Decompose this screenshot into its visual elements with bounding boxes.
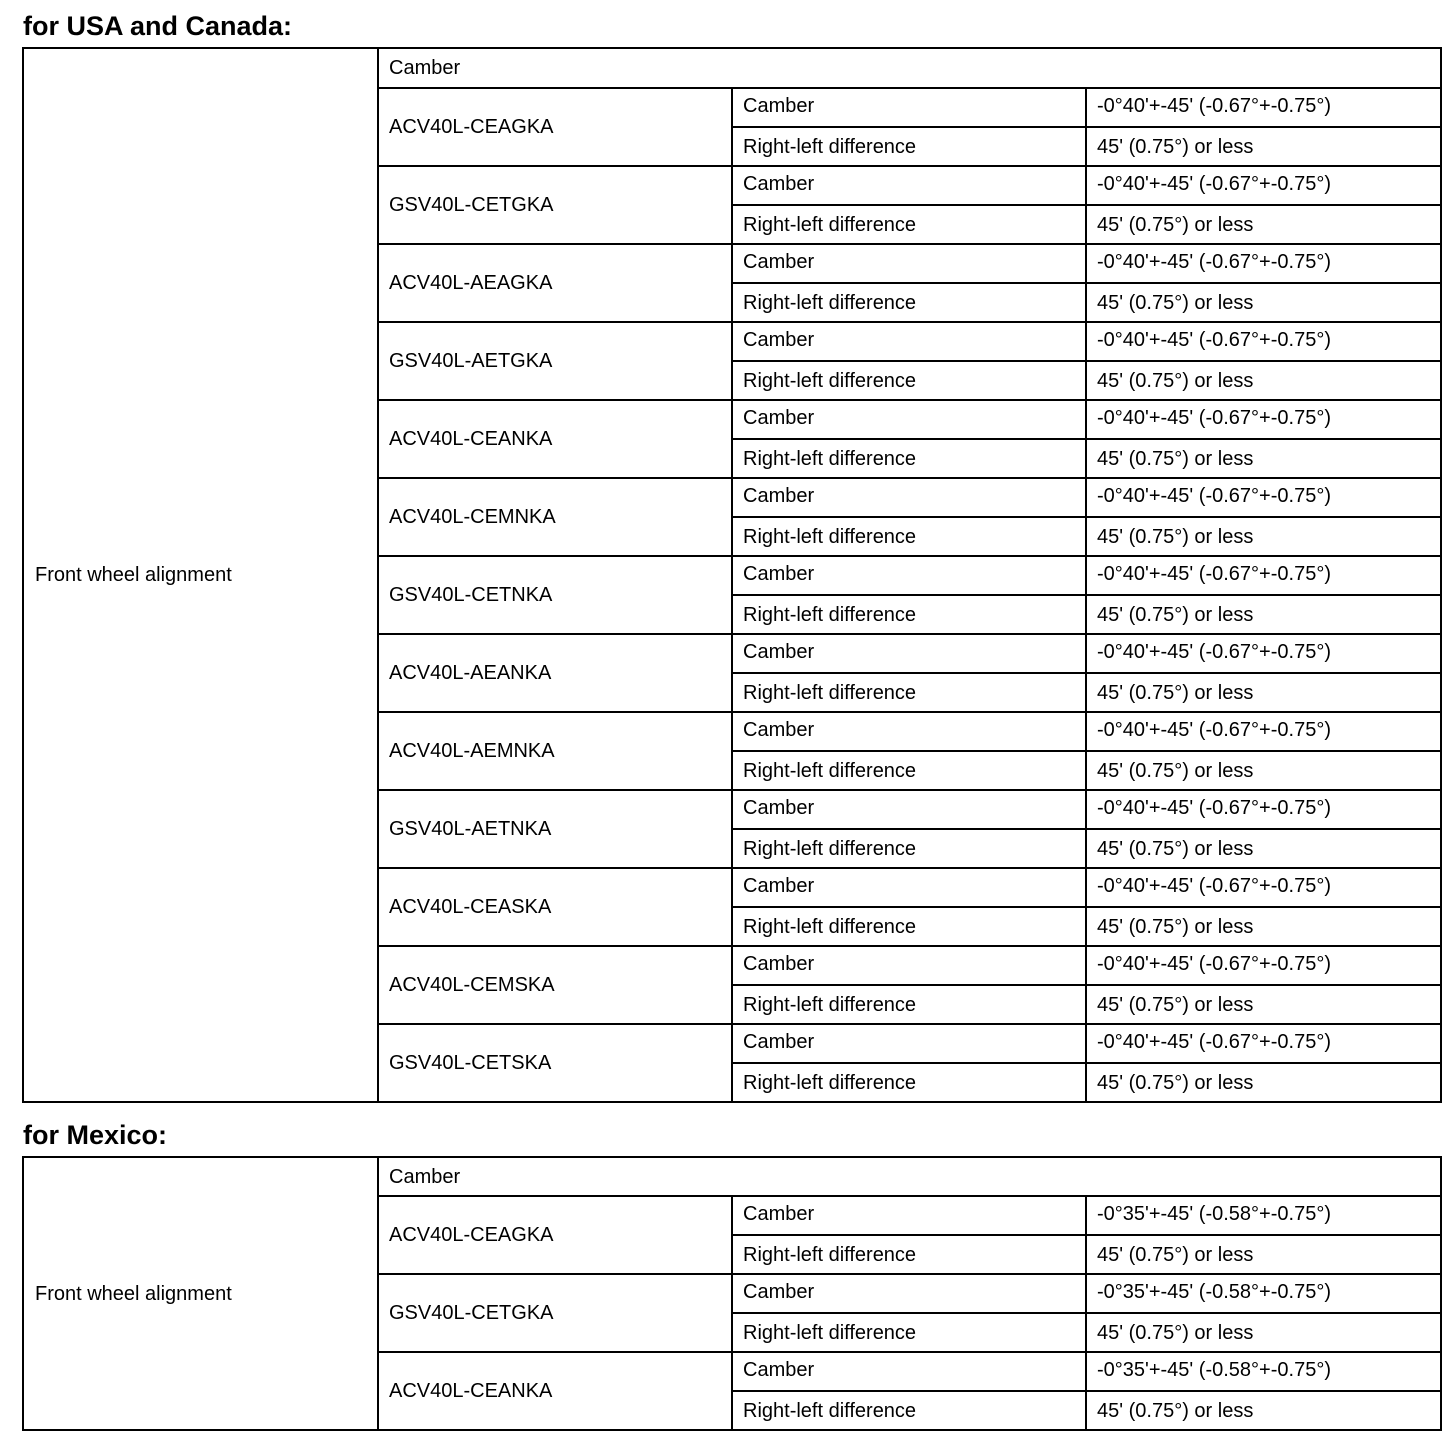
spec-label-cell: Camber: [732, 322, 1086, 361]
spec-label-cell: Right-left difference: [732, 517, 1086, 556]
model-code-cell: ACV40L-CEASKA: [378, 868, 732, 946]
item-name-cell: Front wheel alignment: [23, 1157, 378, 1430]
spec-label-cell: Camber: [732, 1024, 1086, 1063]
spec-value-cell: 45' (0.75°) or less: [1086, 985, 1441, 1024]
spec-label-cell: Right-left difference: [732, 751, 1086, 790]
spec-label-cell: Camber: [732, 712, 1086, 751]
column-header-cell: Camber: [378, 48, 1441, 88]
spec-label-cell: Camber: [732, 1196, 1086, 1235]
spec-label-cell: Camber: [732, 1352, 1086, 1391]
model-code-cell: ACV40L-AEAGKA: [378, 244, 732, 322]
spec-label-cell: Camber: [732, 166, 1086, 205]
spec-value-cell: -0°40'+-45' (-0.67°+-0.75°): [1086, 478, 1441, 517]
spec-label-cell: Right-left difference: [732, 985, 1086, 1024]
spec-value-cell: -0°40'+-45' (-0.67°+-0.75°): [1086, 634, 1441, 673]
spec-value-cell: -0°40'+-45' (-0.67°+-0.75°): [1086, 790, 1441, 829]
spec-label-cell: Camber: [732, 244, 1086, 283]
spec-label-cell: Camber: [732, 556, 1086, 595]
spec-label-cell: Camber: [732, 478, 1086, 517]
table-row: [23, 1157, 1441, 1196]
spec-label-cell: Right-left difference: [732, 1391, 1086, 1430]
spec-value-cell: -0°40'+-45' (-0.67°+-0.75°): [1086, 1024, 1441, 1063]
model-code-cell: GSV40L-CETNKA: [378, 556, 732, 634]
section-title-mexico: for Mexico:: [23, 1120, 168, 1150]
spec-value-cell: -0°40'+-45' (-0.67°+-0.75°): [1086, 868, 1441, 907]
spec-value-cell: 45' (0.75°) or less: [1086, 1235, 1441, 1274]
spec-value-cell: -0°40'+-45' (-0.67°+-0.75°): [1086, 322, 1441, 361]
spec-value-cell: -0°40'+-45' (-0.67°+-0.75°): [1086, 166, 1441, 205]
spec-table-mexico: [22, 1156, 1442, 1431]
table-row: [23, 48, 1441, 88]
model-code-cell: ACV40L-AEANKA: [378, 634, 732, 712]
section-title-usa: for USA and Canada:: [23, 11, 293, 41]
spec-value-cell: -0°40'+-45' (-0.67°+-0.75°): [1086, 946, 1441, 985]
model-code-cell: GSV40L-CETGKA: [378, 1274, 732, 1352]
spec-label-cell: Right-left difference: [732, 127, 1086, 166]
spec-value-cell: -0°40'+-45' (-0.67°+-0.75°): [1086, 556, 1441, 595]
model-code-cell: ACV40L-CEAGKA: [378, 1196, 732, 1274]
spec-label-cell: Camber: [732, 1274, 1086, 1313]
model-code-cell: GSV40L-CETSKA: [378, 1024, 732, 1102]
model-code-cell: GSV40L-CETGKA: [378, 166, 732, 244]
spec-label-cell: Right-left difference: [732, 205, 1086, 244]
spec-label-cell: Right-left difference: [732, 1235, 1086, 1274]
spec-label-cell: Right-left difference: [732, 1063, 1086, 1102]
model-code-cell: GSV40L-AETNKA: [378, 790, 732, 868]
model-code-cell: ACV40L-CEANKA: [378, 400, 732, 478]
item-name-cell: Front wheel alignment: [23, 48, 378, 1102]
spec-value-cell: 45' (0.75°) or less: [1086, 517, 1441, 556]
spec-label-cell: Right-left difference: [732, 283, 1086, 322]
spec-value-cell: 45' (0.75°) or less: [1086, 205, 1441, 244]
model-code-cell: ACV40L-CEMSKA: [378, 946, 732, 1024]
column-header-cell: Camber: [378, 1157, 1441, 1196]
spec-value-cell: 45' (0.75°) or less: [1086, 127, 1441, 166]
spec-label-cell: Camber: [732, 400, 1086, 439]
spec-value-cell: 45' (0.75°) or less: [1086, 673, 1441, 712]
spec-value-cell: 45' (0.75°) or less: [1086, 283, 1441, 322]
spec-value-cell: 45' (0.75°) or less: [1086, 751, 1441, 790]
model-code-cell: ACV40L-CEANKA: [378, 1352, 732, 1430]
spec-label-cell: Camber: [732, 868, 1086, 907]
spec-label-cell: Right-left difference: [732, 673, 1086, 712]
spec-value-cell: 45' (0.75°) or less: [1086, 595, 1441, 634]
spec-label-cell: Right-left difference: [732, 361, 1086, 400]
spec-value-cell: -0°35'+-45' (-0.58°+-0.75°): [1086, 1196, 1441, 1235]
spec-value-cell: 45' (0.75°) or less: [1086, 1063, 1441, 1102]
model-code-cell: GSV40L-AETGKA: [378, 322, 732, 400]
model-code-cell: ACV40L-CEAGKA: [378, 88, 732, 166]
spec-value-cell: -0°40'+-45' (-0.67°+-0.75°): [1086, 400, 1441, 439]
spec-value-cell: 45' (0.75°) or less: [1086, 907, 1441, 946]
spec-value-cell: 45' (0.75°) or less: [1086, 361, 1441, 400]
spec-table-usa: [22, 47, 1442, 1103]
model-code-cell: ACV40L-AEMNKA: [378, 712, 732, 790]
spec-label-cell: Right-left difference: [732, 595, 1086, 634]
spec-label-cell: Camber: [732, 88, 1086, 127]
spec-label-cell: Camber: [732, 790, 1086, 829]
spec-label-cell: Camber: [732, 634, 1086, 673]
spec-value-cell: 45' (0.75°) or less: [1086, 1391, 1441, 1430]
spec-value-cell: 45' (0.75°) or less: [1086, 439, 1441, 478]
spec-value-cell: -0°40'+-45' (-0.67°+-0.75°): [1086, 244, 1441, 283]
spec-label-cell: Right-left difference: [732, 829, 1086, 868]
spec-value-cell: 45' (0.75°) or less: [1086, 1313, 1441, 1352]
spec-value-cell: -0°35'+-45' (-0.58°+-0.75°): [1086, 1352, 1441, 1391]
spec-value-cell: -0°35'+-45' (-0.58°+-0.75°): [1086, 1274, 1441, 1313]
spec-value-cell: 45' (0.75°) or less: [1086, 829, 1441, 868]
spec-label-cell: Right-left difference: [732, 907, 1086, 946]
spec-label-cell: Right-left difference: [732, 439, 1086, 478]
model-code-cell: ACV40L-CEMNKA: [378, 478, 732, 556]
spec-value-cell: -0°40'+-45' (-0.67°+-0.75°): [1086, 712, 1441, 751]
spec-value-cell: -0°40'+-45' (-0.67°+-0.75°): [1086, 88, 1441, 127]
spec-label-cell: Camber: [732, 946, 1086, 985]
spec-label-cell: Right-left difference: [732, 1313, 1086, 1352]
